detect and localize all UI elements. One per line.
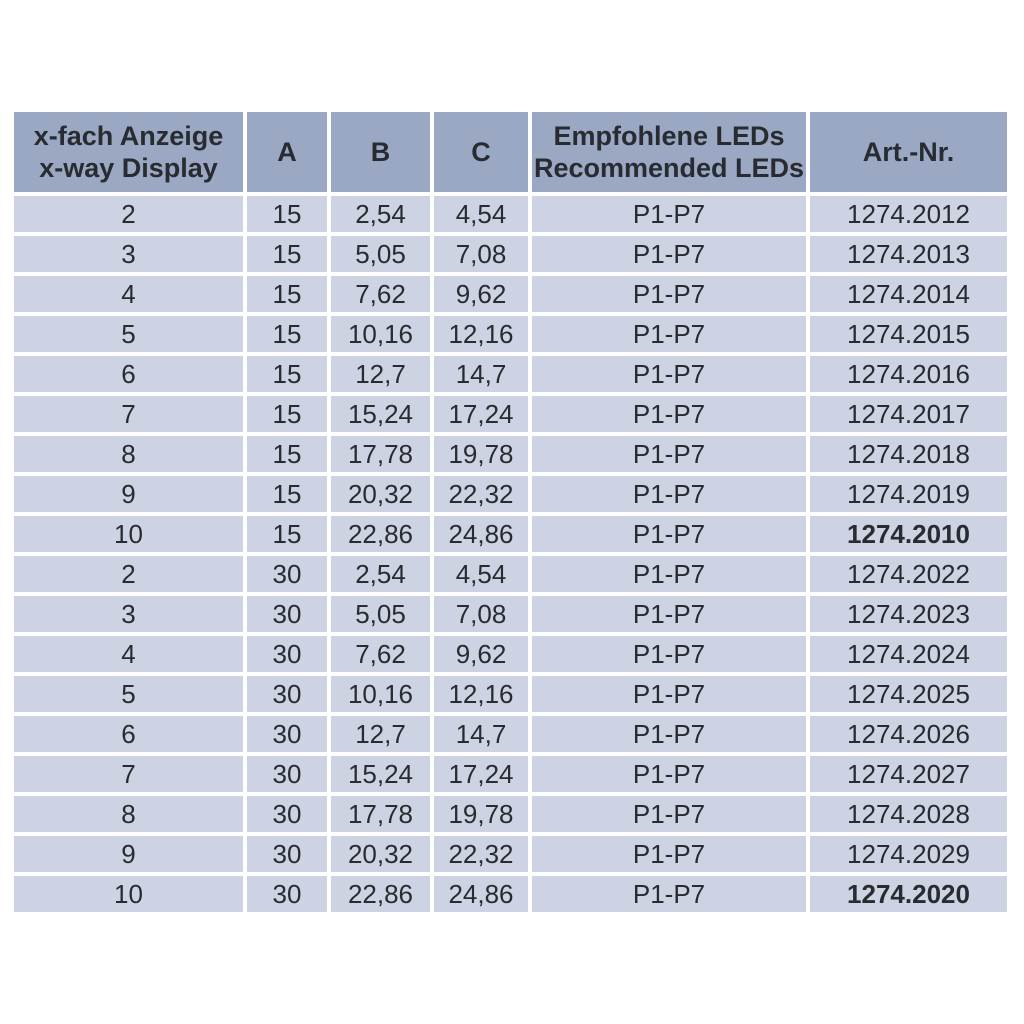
- table-row: [14, 556, 1007, 592]
- cell-a: 15: [247, 356, 327, 392]
- cell-leds: P1-P7: [532, 876, 806, 912]
- table-row: [14, 716, 1007, 752]
- cell-c: 7,08: [434, 236, 528, 272]
- cell-a: 15: [247, 476, 327, 512]
- cell-xway: 5: [14, 676, 243, 712]
- cell-xway: 8: [14, 436, 243, 472]
- table-row: [14, 316, 1007, 352]
- cell-c: 19,78: [434, 436, 528, 472]
- cell-leds: P1-P7: [532, 316, 806, 352]
- cell-xway: 7: [14, 756, 243, 792]
- cell-leds: P1-P7: [532, 476, 806, 512]
- cell-c: 4,54: [434, 556, 528, 592]
- table-row: [14, 796, 1007, 832]
- cell-b: 10,16: [331, 676, 430, 712]
- cell-b: 10,16: [331, 316, 430, 352]
- table-row: [14, 276, 1007, 312]
- cell-b: 15,24: [331, 396, 430, 432]
- table-row: [14, 236, 1007, 272]
- cell-c: 14,7: [434, 356, 528, 392]
- cell-b: 17,78: [331, 436, 430, 472]
- cell-artnr: 1274.2017: [810, 396, 1007, 432]
- table-row: [14, 756, 1007, 792]
- cell-c: 9,62: [434, 276, 528, 312]
- cell-xway: 8: [14, 796, 243, 832]
- cell-xway: 2: [14, 556, 243, 592]
- cell-b: 15,24: [331, 756, 430, 792]
- cell-b: 7,62: [331, 636, 430, 672]
- cell-artnr: 1274.2018: [810, 436, 1007, 472]
- cell-leds: P1-P7: [532, 436, 806, 472]
- cell-xway: 10: [14, 516, 243, 552]
- cell-c: 19,78: [434, 796, 528, 832]
- table-row: [14, 876, 1007, 912]
- table-row: [14, 396, 1007, 432]
- cell-c: 9,62: [434, 636, 528, 672]
- cell-artnr: 1274.2022: [810, 556, 1007, 592]
- cell-a: 30: [247, 756, 327, 792]
- cell-c: 24,86: [434, 516, 528, 552]
- cell-artnr: 1274.2012: [810, 196, 1007, 232]
- header-leds-line-de: Empfohlene LEDs: [553, 120, 785, 151]
- cell-leds: P1-P7: [532, 196, 806, 232]
- cell-artnr: 1274.2014: [810, 276, 1007, 312]
- table-row: [14, 196, 1007, 232]
- cell-b: 7,62: [331, 276, 430, 312]
- cell-c: 7,08: [434, 596, 528, 632]
- cell-c: 4,54: [434, 196, 528, 232]
- cell-a: 30: [247, 796, 327, 832]
- table-row: [14, 356, 1007, 392]
- cell-artnr: 1274.2019: [810, 476, 1007, 512]
- cell-artnr: 1274.2016: [810, 356, 1007, 392]
- cell-leds: P1-P7: [532, 796, 806, 832]
- header-row: [14, 112, 1007, 192]
- cell-artnr: 1274.2010: [810, 516, 1007, 552]
- cell-b: 12,7: [331, 716, 430, 752]
- cell-c: 12,16: [434, 676, 528, 712]
- cell-b: 20,32: [331, 836, 430, 872]
- cell-b: 5,05: [331, 236, 430, 272]
- cell-a: 30: [247, 836, 327, 872]
- header-dim-c: C: [434, 112, 528, 192]
- cell-leds: P1-P7: [532, 756, 806, 792]
- cell-artnr: 1274.2020: [810, 876, 1007, 912]
- header-art-nr: Art.-Nr.: [810, 112, 1007, 192]
- table-row: [14, 636, 1007, 672]
- cell-leds: P1-P7: [532, 276, 806, 312]
- cell-a: 30: [247, 876, 327, 912]
- cell-artnr: 1274.2027: [810, 756, 1007, 792]
- cell-xway: 4: [14, 276, 243, 312]
- header-leds-line-en: Recommended LEDs: [533, 153, 805, 183]
- table-row: [14, 596, 1007, 632]
- cell-c: 12,16: [434, 316, 528, 352]
- cell-xway: 3: [14, 236, 243, 272]
- cell-a: 15: [247, 316, 327, 352]
- cell-b: 22,86: [331, 516, 430, 552]
- cell-xway: 5: [14, 316, 243, 352]
- cell-leds: P1-P7: [532, 556, 806, 592]
- cell-b: 2,54: [331, 556, 430, 592]
- cell-b: 22,86: [331, 876, 430, 912]
- cell-leds: P1-P7: [532, 716, 806, 752]
- cell-c: 22,32: [434, 836, 528, 872]
- cell-a: 30: [247, 636, 327, 672]
- cell-a: 30: [247, 676, 327, 712]
- cell-b: 5,05: [331, 596, 430, 632]
- cell-c: 22,32: [434, 476, 528, 512]
- cell-xway: 2: [14, 196, 243, 232]
- cell-leds: P1-P7: [532, 836, 806, 872]
- cell-artnr: 1274.2013: [810, 236, 1007, 272]
- cell-leds: P1-P7: [532, 636, 806, 672]
- table-row: [14, 436, 1007, 472]
- cell-artnr: 1274.2024: [810, 636, 1007, 672]
- table-header: [14, 112, 1007, 192]
- cell-leds: P1-P7: [532, 356, 806, 392]
- cell-a: 15: [247, 396, 327, 432]
- cell-leds: P1-P7: [532, 596, 806, 632]
- led-spec-table: [10, 108, 1011, 916]
- table-body: [14, 196, 1007, 912]
- header-recommended-leds: [532, 112, 806, 192]
- cell-xway: 6: [14, 356, 243, 392]
- cell-a: 15: [247, 276, 327, 312]
- cell-artnr: 1274.2029: [810, 836, 1007, 872]
- cell-c: 24,86: [434, 876, 528, 912]
- cell-xway: 9: [14, 476, 243, 512]
- cell-xway: 10: [14, 876, 243, 912]
- cell-xway: 6: [14, 716, 243, 752]
- cell-b: 17,78: [331, 796, 430, 832]
- cell-a: 15: [247, 236, 327, 272]
- cell-a: 30: [247, 596, 327, 632]
- cell-artnr: 1274.2028: [810, 796, 1007, 832]
- cell-a: 30: [247, 556, 327, 592]
- header-xway-line-en: x-way Display: [39, 153, 218, 183]
- table-row: [14, 476, 1007, 512]
- cell-b: 20,32: [331, 476, 430, 512]
- header-dim-a: A: [247, 112, 327, 192]
- table-row: [14, 516, 1007, 552]
- cell-leds: P1-P7: [532, 236, 806, 272]
- cell-xway: 4: [14, 636, 243, 672]
- cell-a: 15: [247, 516, 327, 552]
- header-xway-line-de: x-fach Anzeige: [33, 120, 224, 151]
- cell-artnr: 1274.2025: [810, 676, 1007, 712]
- cell-leds: P1-P7: [532, 676, 806, 712]
- header-xway-display: [14, 112, 243, 192]
- cell-artnr: 1274.2026: [810, 716, 1007, 752]
- cell-a: 15: [247, 436, 327, 472]
- cell-c: 17,24: [434, 396, 528, 432]
- cell-leds: P1-P7: [532, 396, 806, 432]
- cell-a: 30: [247, 716, 327, 752]
- cell-a: 15: [247, 196, 327, 232]
- cell-artnr: 1274.2023: [810, 596, 1007, 632]
- cell-xway: 9: [14, 836, 243, 872]
- cell-xway: 7: [14, 396, 243, 432]
- cell-artnr: 1274.2015: [810, 316, 1007, 352]
- cell-b: 12,7: [331, 356, 430, 392]
- cell-xway: 3: [14, 596, 243, 632]
- cell-b: 2,54: [331, 196, 430, 232]
- cell-c: 14,7: [434, 716, 528, 752]
- cell-c: 17,24: [434, 756, 528, 792]
- cell-leds: P1-P7: [532, 516, 806, 552]
- header-dim-b: B: [331, 112, 430, 192]
- table-row: [14, 836, 1007, 872]
- table-row: [14, 676, 1007, 712]
